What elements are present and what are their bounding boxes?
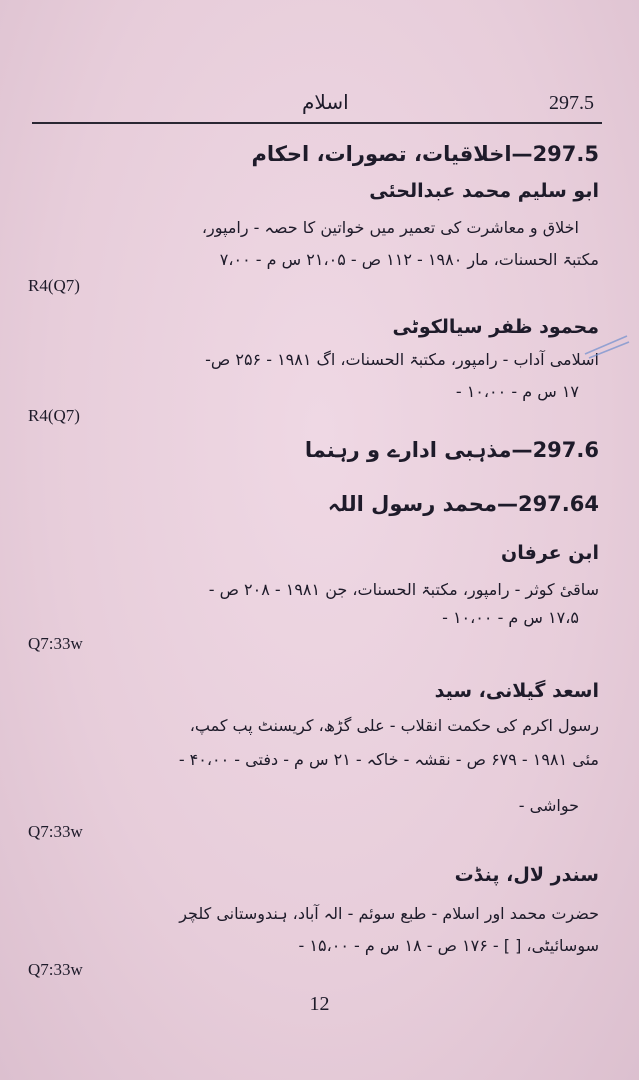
entry-text-line: ۱۷ س م - ۱۰،۰۰ - (455, 382, 579, 401)
entry-text-line: مئی ۱۹۸۱ - ۶۷۹ ص - نقشہ - خاکہ - ۲۱ س م - دفتی - ۴۰،۰۰ - (178, 750, 599, 769)
section-heading-297-6: 297.6—مذہبی ادارے و رہنما (304, 438, 599, 462)
entry-author: ابن عرفان (501, 542, 599, 564)
entry-text-line: حواشی - (518, 796, 579, 815)
entry-author: ابو سلیم محمد عبدالحئی (369, 180, 599, 202)
header-rule (32, 122, 602, 124)
section-heading-297-64: 297.64—محمد رسول اللہ (327, 492, 599, 516)
entry-code: R4(Q7) (28, 276, 80, 295)
entry-text-line: اخلاق و معاشرت کی تعمیر میں خواتین کا حصہ - رامپور، (201, 218, 579, 237)
entry-author: اسعد گیلانی، سید (434, 680, 599, 702)
running-header (32, 88, 600, 120)
entry-author: سندر لال، پنڈت (454, 864, 599, 886)
entry-text-line: ۱۷،۵ س م - ۱۰،۰۰ - (442, 608, 579, 627)
entry-code: R4(Q7) (28, 406, 80, 425)
entry-text-line: مکتبۃ الحسنات، مار ۱۹۸۰ - ۱۱۲ ص - ۲۱،۰۵ س م - ۷،۰۰ (219, 250, 599, 269)
pen-stroke-mark (583, 330, 631, 360)
page-number: 12 (309, 993, 330, 1015)
entry-text-line: حضرت محمد اور اسلام - طبع سوئم - الہ آباد، ہندوستانی کلچر (179, 904, 599, 923)
entry-text-line: رسول اکرم کی حکمت انقلاب - علی گڑھ، کریسنٹ پب کمپ، (189, 716, 599, 735)
entry-code: Q7:33w (28, 822, 83, 841)
entry-text-line: سوسائیٹی، [ ] - ۱۷۶ ص - ۱۸ س م - ۱۵،۰۰ - (298, 936, 599, 955)
entry-code: Q7:33w (28, 960, 83, 979)
header-page-ref: 297.5 (549, 92, 594, 114)
entry-text-line: اسلامی آداب - رامپور، مکتبۃ الحسنات، اگ ۱۹۸۱ - ۲۵۶ ص- (205, 350, 599, 369)
entry-code: Q7:33w (28, 634, 83, 653)
header-title: اسلام (302, 90, 349, 114)
entry-author: محمود ظفر سیالکوٹی (392, 316, 599, 338)
section-heading-297-5: 297.5—اخلاقیات، تصورات، احکام (251, 142, 599, 166)
entry-text-line: ساقیٔ کوثر - رامپور، مکتبۃ الحسنات، جن ۱۹۸۱ - ۲۰۸ ص - (208, 580, 599, 599)
